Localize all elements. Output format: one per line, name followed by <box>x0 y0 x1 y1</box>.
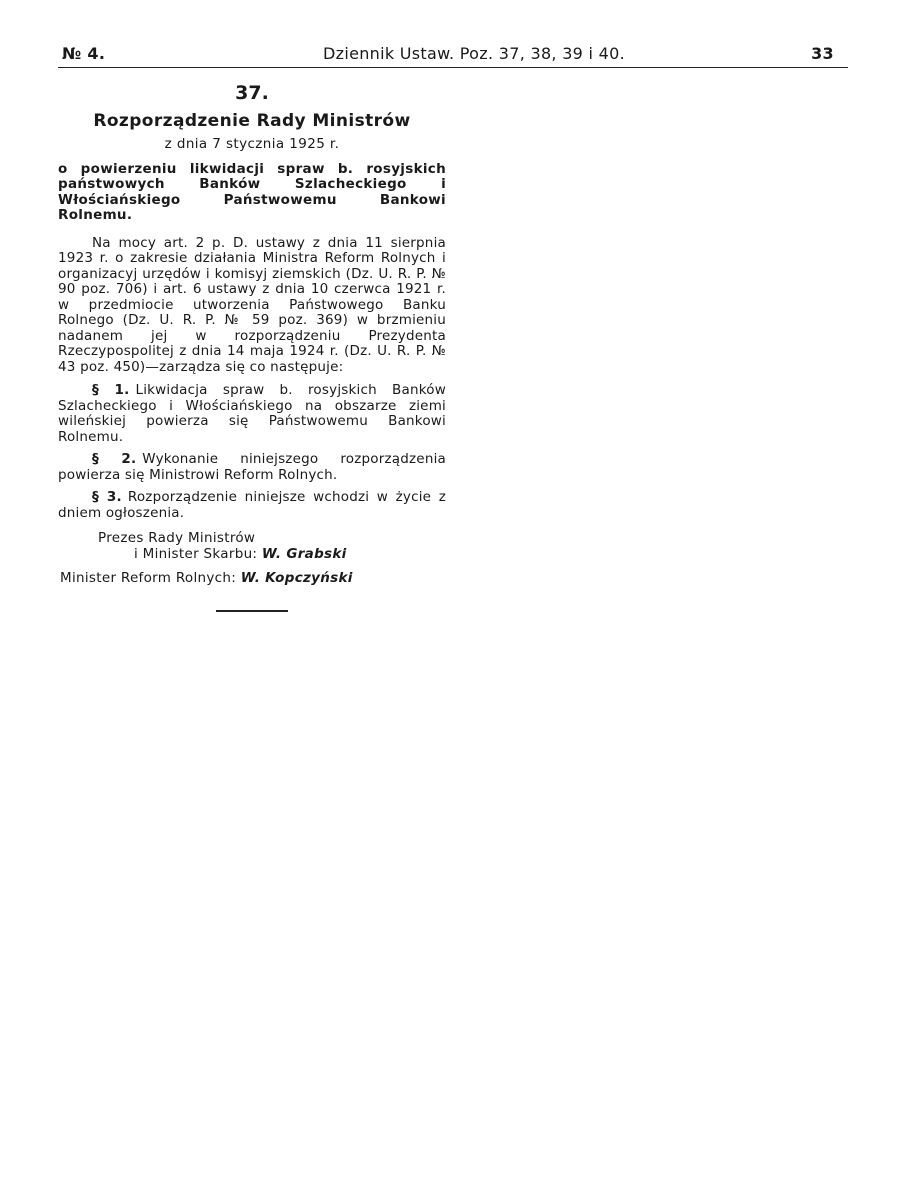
act-date: z dnia 7 stycznia 1925 r. <box>164 136 340 152</box>
signature-line-2 <box>58 547 446 563</box>
signature-line-1: Prezes Rady Ministrów <box>98 530 256 546</box>
section-1 <box>58 383 446 445</box>
page-header <box>58 44 848 68</box>
page-number: 33 <box>811 44 834 63</box>
act-subject: o powierzeniu likwidacji spraw b. rosyjskich państwowych Banków Szlacheckiego i Włościańskiego Państwowemu Bankowi Rolnemu. <box>58 160 446 223</box>
signatory-name: W. Kopczyński <box>240 570 353 586</box>
signature-role: i Minister Skarbu: <box>134 545 258 562</box>
issue-number: № 4. <box>62 44 106 63</box>
act-column <box>58 82 446 587</box>
section-label: § 1. <box>92 382 130 398</box>
journal-title: Dziennik Ustaw. Poz. 37, 38, 39 i 40. <box>323 44 626 63</box>
signature-role: Minister Reform Rolnych: <box>60 570 237 586</box>
section-2 <box>58 452 446 483</box>
act-number: 37. <box>235 82 269 104</box>
header-rule <box>58 67 848 68</box>
section-text: Likwidacja spraw b. rosyjskich Banków Szlacheckiego i Włościańskiego na obszarze ziemi wileńskiej powierza się Państwowemu Bankowi Rolnemu. <box>58 382 446 445</box>
section-label: § 2. <box>92 451 137 467</box>
act-preamble: Na mocy art. 2 p. D. ustawy z dnia 11 sierpnia 1923 r. o zakresie działania Ministra Reform Rolnych i organizacyj urzędów i komisyj ziemskich (Dz. U. R. P. № 90 poz. 706) i art. 6 ustawy z dnia 10 czerwca 1921 r. w przedmiocie utworzenia Państwowego Banku Rolnego (Dz. U. R. P. № 59 poz. 369) w brzmieniu nadanem jej w rozporządzeniu Prezydenta Rzeczypospolitej z dnia 14 maja 1924 r. (Dz. U. R. P. № 43 poz. 450)—zarządza się co następuje: <box>58 234 446 375</box>
section-text: Wykonanie niniejszego rozporządzenia powierza się Ministrowi Reform Rolnych. <box>58 451 446 483</box>
closing-rule <box>216 610 288 612</box>
section-text: Rozporządzenie niniejsze wchodzi w życie z dniem ogłoszenia. <box>58 489 446 521</box>
signature-line-3 <box>58 571 446 587</box>
signatory-name: W. Grabski <box>261 545 347 562</box>
act-type: Rozporządzenie Rady Ministrów <box>93 110 411 131</box>
section-label: § 3. <box>92 489 122 505</box>
section-3 <box>58 490 446 521</box>
